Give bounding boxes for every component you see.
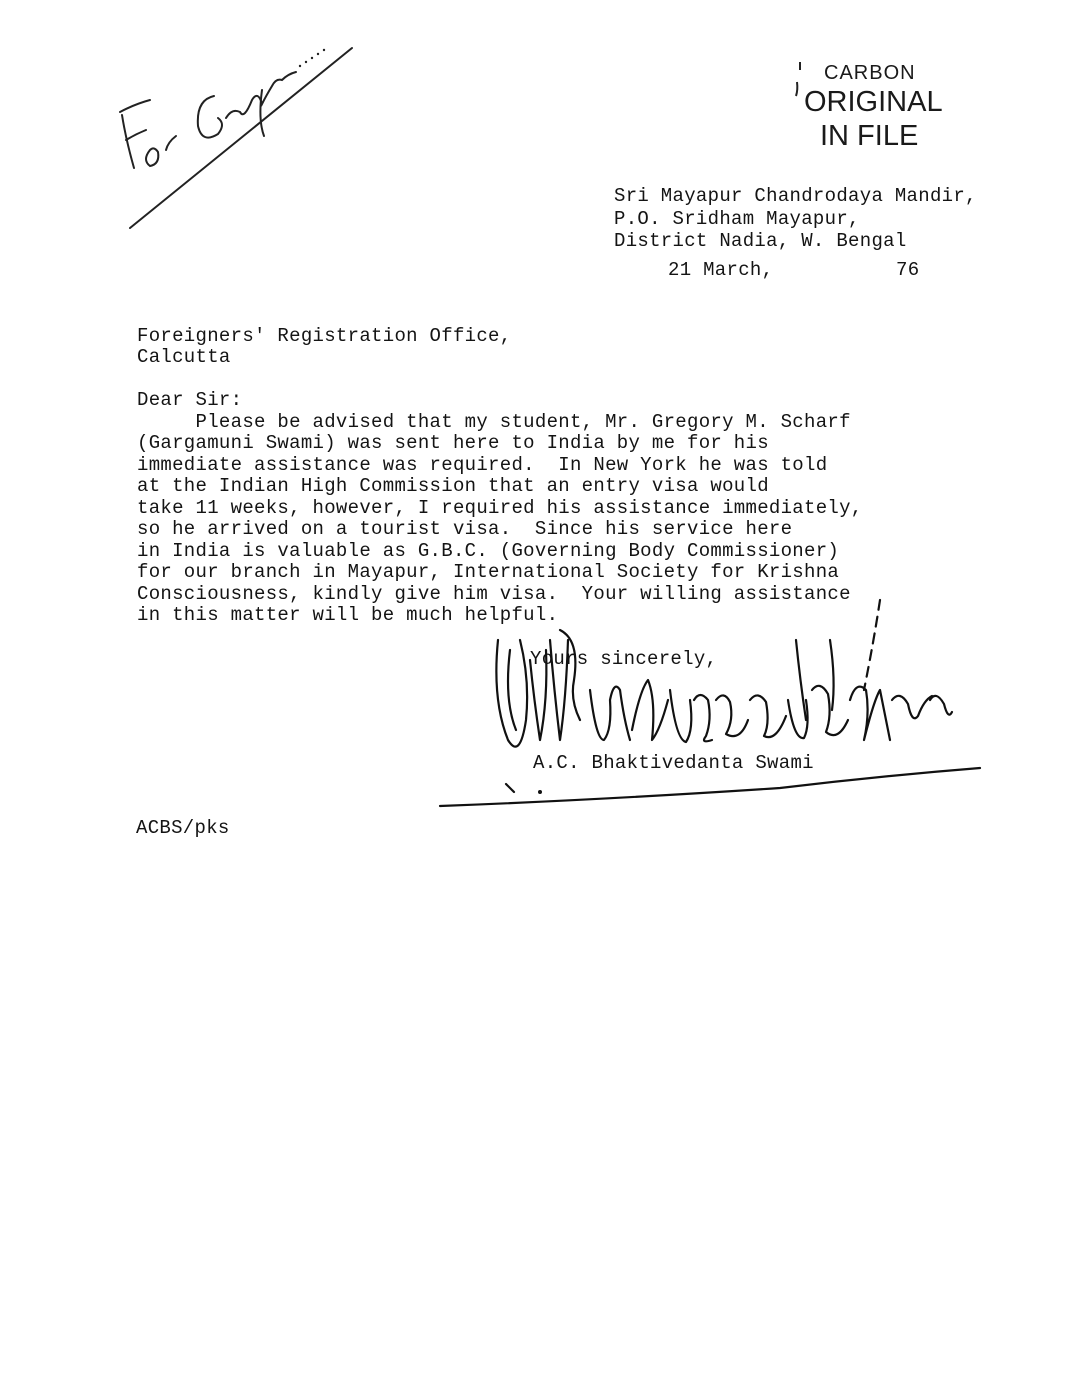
- body-line: immediate assistance was required. In New York he was told: [137, 454, 828, 476]
- reference-initials: ACBS/pks: [136, 817, 230, 839]
- signature-name: A.C. Bhaktivedanta Swami: [533, 752, 814, 774]
- body-line: so he arrived on a tourist visa. Since his service here: [137, 518, 793, 540]
- sender-address-line-2: P.O. Sridham Mayapur,: [614, 208, 860, 230]
- sender-address-line-1: Sri Mayapur Chandrodaya Mandir,: [614, 185, 977, 207]
- body-line: (Gargamuni Swami) was sent here to India by me for his: [137, 432, 769, 454]
- body-line: for our branch in Mayapur, International Society for Krishna: [137, 561, 840, 583]
- stamp-line-original: ORIGINAL: [804, 86, 943, 118]
- letter-year: 76: [896, 259, 920, 281]
- recipient-line-1: Foreigners' Registration Office,: [137, 325, 512, 347]
- stamp-line-carbon: CARBON: [824, 62, 916, 84]
- stamp-line-in-file: IN FILE: [820, 120, 919, 152]
- closing: Yours sincerely,: [530, 648, 718, 670]
- stamp-tick-mark: [794, 60, 804, 100]
- body-line: take 11 weeks, however, I required his assistance immediately,: [137, 497, 863, 519]
- body-line: Please be advised that my student, Mr. Gregory M. Scharf: [137, 411, 851, 433]
- body-line: in India is valuable as G.B.C. (Governing Body Commissioner): [137, 540, 840, 562]
- body-line: Consciousness, kindly give him visa. Your willing assistance: [137, 583, 851, 605]
- salutation: Dear Sir:: [137, 389, 243, 411]
- body-line: at the Indian High Commission that an entry visa would: [137, 475, 769, 497]
- letter-date: 21 March,: [668, 259, 774, 281]
- recipient-line-2: Calcutta: [137, 346, 231, 368]
- sender-address-line-3: District Nadia, W. Bengal: [614, 230, 907, 252]
- body-line: in this matter will be much helpful.: [137, 604, 559, 626]
